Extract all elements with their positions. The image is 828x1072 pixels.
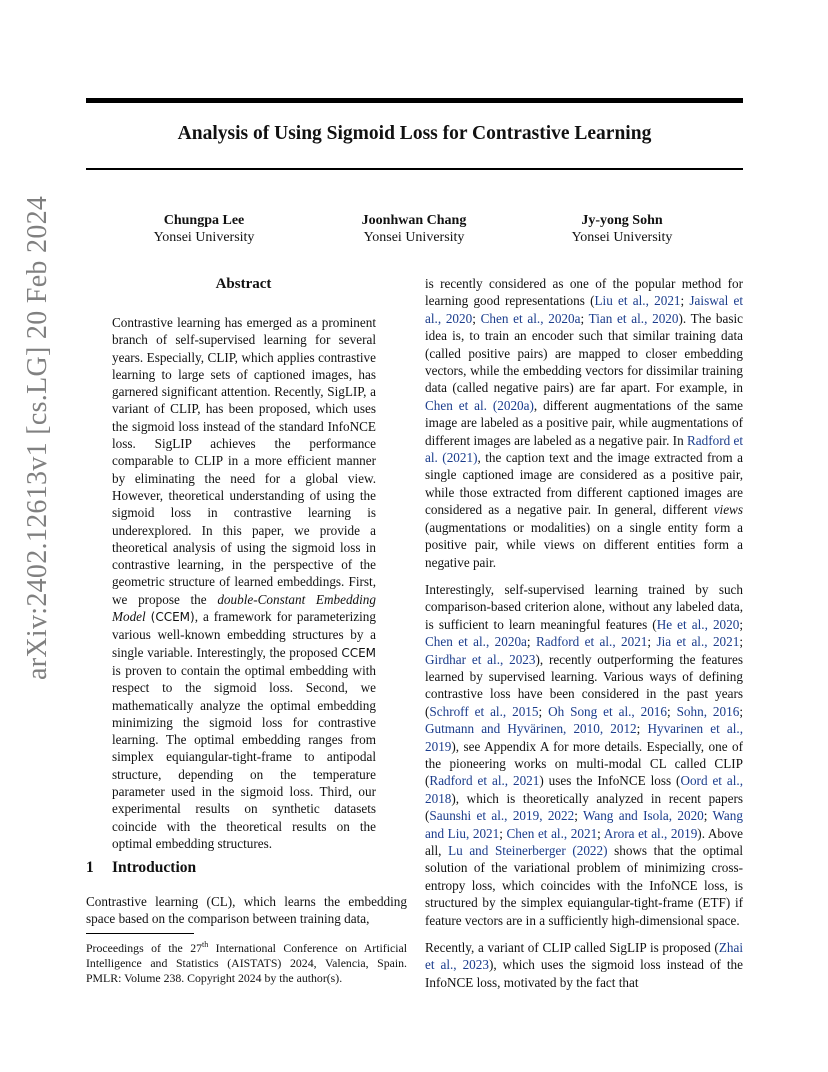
citation-link[interactable]: Oord et al., 2018	[425, 773, 743, 806]
citation-link[interactable]: Chen et al., 2020a	[425, 634, 527, 650]
citation-link[interactable]: Zhai et al., 2023	[425, 940, 743, 973]
title-rule-top	[86, 98, 743, 103]
citation-link[interactable]: He et al., 2020	[656, 616, 740, 632]
author-affiliation: Yonsei University	[363, 230, 465, 245]
body-text: ), which is theoretically analyzed in recent papers (	[425, 790, 743, 824]
abstract-text: , a framework for parameterizing various well-known embedding structures by a single variable. Interestingly, the proposed	[112, 609, 376, 660]
body-text: ;	[574, 808, 583, 824]
body-text: ;	[739, 634, 744, 650]
title-rule-bottom	[86, 168, 743, 170]
body-text: is recently considered as one of the popular method for learning good representations (	[425, 276, 743, 309]
footnote-sup: th	[202, 940, 209, 949]
author-name: Chungpa Lee	[163, 213, 245, 228]
body-text: ;	[703, 808, 713, 824]
citation-link[interactable]: Jaiswal et al., 2020	[425, 293, 743, 326]
citation-link[interactable]: Sohn, 2016	[676, 703, 740, 719]
author-block	[104, 212, 304, 247]
author-name: Jy-yong Sohn	[581, 213, 663, 228]
citation-link[interactable]: Chen et al. (2020a)	[425, 397, 534, 413]
body-text: ;	[647, 634, 657, 650]
footnote-rule	[86, 933, 194, 934]
section-heading-introduction	[86, 859, 196, 877]
citation-link[interactable]: Lu and Steinerberger (2022)	[448, 843, 608, 858]
body-text: ;	[580, 310, 589, 326]
citation-link[interactable]: Oh Song et al., 2016	[548, 703, 667, 719]
body-text: ) uses the InfoNCE loss (	[539, 773, 681, 789]
citation-link[interactable]: Gutmann and Hyvärinen, 2010, 2012	[425, 721, 637, 737]
body-text: ). The basic idea is, to train an encoder such that similar training data (called positive pairs) are mapped to closer embedding vectors, while the embedding vectors for dissimilar training data (called negative pairs) are far apart. For example, in	[425, 310, 743, 396]
section-number: 1	[86, 859, 94, 876]
footnote-text: International Conference on Artificial Intelligence and Statistics (AISTATS) 2024, Valencia, Spain. PMLR: Volume 238. Copyright 2024 by the author(s).	[86, 940, 408, 985]
paragraph-2	[425, 581, 743, 929]
citation-link[interactable]: Girdhar et al., 2023	[425, 651, 536, 667]
body-text: ;	[472, 310, 481, 326]
author-name: Joonhwan Chang	[361, 213, 467, 228]
citation-link[interactable]: Radford et al. (2021)	[425, 432, 744, 466]
citation-link[interactable]: Wang and Isola, 2020	[582, 808, 704, 824]
body-text: Recently, a variant of CLIP called SigLIP is proposed (	[425, 940, 719, 956]
body-text: ), which uses the sigmoid loss instead of the InfoNCE loss, motivated by the fact that	[425, 957, 743, 990]
footnote-text: Proceedings of the 27	[86, 940, 203, 955]
citation-link[interactable]: Hyvarinen et al., 2019	[425, 721, 744, 754]
abstract-ccem: (CCEM)	[150, 610, 195, 625]
body-text: , different augmentations of the same image are labeled as a positive pair, while augmentations of different images are labeled as a negative pair. In	[425, 397, 743, 448]
citation-link[interactable]: Radford et al., 2021	[535, 634, 648, 650]
citation-link[interactable]: Jia et al., 2021	[656, 634, 740, 650]
body-text: , the caption text and the image extracted from a single captioned image are considered as a positive pair, while those extracted from different captioned images are considered as a negative pair. In general, different	[425, 450, 743, 518]
body-text: ;	[739, 616, 743, 632]
abstract-text: Contrastive learning has emerged as a prominent branch of self-supervised learning for several years. Especially, CLIP, which applies contrastive learning to large sets of captioned images, has garnered significant attention. Recently, SigLIP, a variant of CLIP, has been proposed, which uses the sigmoid loss instead of the standard InfoNCE loss. SigLIP achieves the performance comparable to CLIP in a more efficient manner by eliminating the need for a global view. However, theoretical understanding of using the sigmoid loss in contrastive learning is underexplored. In this paper, we provide a theoretical analysis of using the sigmoid loss in contrastive learning, in the perspective of the geometric structure of learned embeddings. First, we propose the	[112, 315, 376, 607]
citation-link[interactable]: Chen et al., 2021	[506, 825, 598, 841]
section-title: Introduction	[112, 859, 197, 876]
citation-link[interactable]: Arora et al., 2019	[603, 825, 698, 841]
body-text: ;	[499, 825, 507, 841]
citation-link[interactable]: Radford et al., 2021	[429, 773, 540, 789]
body-text: ;	[526, 634, 536, 650]
abstract-ccem: CCEM	[341, 645, 377, 660]
paragraph-1	[425, 275, 743, 571]
citation-link[interactable]: Saunshi et al., 2019, 2022	[429, 808, 575, 824]
body-text: shows that the optimal solution of the variational problem of minimizing cross-entropy loss, which coincides with the InfoNCE loss, is structured by the simplex equiangular-tight-frame (ETF) if feature vectors are in a sufficiently high-dimensional space.	[425, 843, 744, 928]
citation-link[interactable]: Liu et al., 2021	[594, 293, 681, 309]
abstract-text: is proven to contain the optimal embedding with respect to the sigmoid loss. Second, we mathematically analyze the optimal embedding minimizing the sigmoid loss for contrastive learning. The optimal embedding ranges from simplex equiangular-tight-frame to antipodal structure, depending on the temperature parameter used in the sigmoid loss. Third, our experimental results on synthetic datasets coincide with the theoretical results on the optimal embedding structures.	[112, 662, 376, 851]
author-block	[314, 212, 514, 247]
abstract-model-name: double-Constant Embedding Model	[112, 591, 376, 625]
right-column	[425, 275, 743, 991]
paragraph-3	[425, 939, 743, 991]
author-affiliation: Yonsei University	[153, 230, 255, 245]
intro-paragraph	[86, 893, 407, 928]
citation-link[interactable]: Schroff et al., 2015	[429, 703, 539, 719]
abstract-body	[112, 314, 376, 852]
body-text: ;	[680, 293, 690, 309]
author-affiliation: Yonsei University	[571, 230, 673, 245]
body-text: ). Above all,	[425, 825, 744, 858]
abstract-heading: Abstract	[215, 276, 272, 292]
body-text: ;	[538, 703, 549, 719]
body-text: ), see Appendix A for more details. Especially, one of the pioneering works on multi-modal CL called CLIP (	[425, 738, 743, 789]
emphasis-text: views	[713, 502, 743, 518]
body-text: ;	[636, 721, 648, 737]
body-text: (augmentations or modalities) on a single entity form a positive pair, while views on different entities form a negative pair.	[425, 519, 743, 570]
citation-link[interactable]: Wang and Liu, 2021	[425, 808, 743, 841]
author-block	[522, 212, 722, 247]
body-text: ), recently outperforming the features learned by supervised learning. Various ways of defining contrastive loss have been considered in the past years (	[425, 651, 743, 719]
citation-link[interactable]: Tian et al., 2020	[588, 310, 679, 326]
body-text: Interestingly, self-supervised learning trained by such comparison-based criterion alone, without any labeled data, is sufficient to learn meaningful features (	[425, 581, 743, 632]
footnote	[86, 937, 407, 986]
body-text: ;	[739, 703, 743, 719]
body-text: ;	[597, 825, 604, 841]
body-text: ;	[667, 703, 677, 719]
intro-text: Contrastive learning (CL), which learns the embedding space based on the comparison between training data,	[86, 894, 407, 927]
paper-title: Analysis of Using Sigmoid Loss for Contrastive Learning	[177, 123, 652, 144]
citation-link[interactable]: Chen et al., 2020a	[480, 310, 581, 326]
arxiv-identifier: arXiv:2402.12613v1 [cs.LG] 20 Feb 2024	[22, 195, 53, 680]
